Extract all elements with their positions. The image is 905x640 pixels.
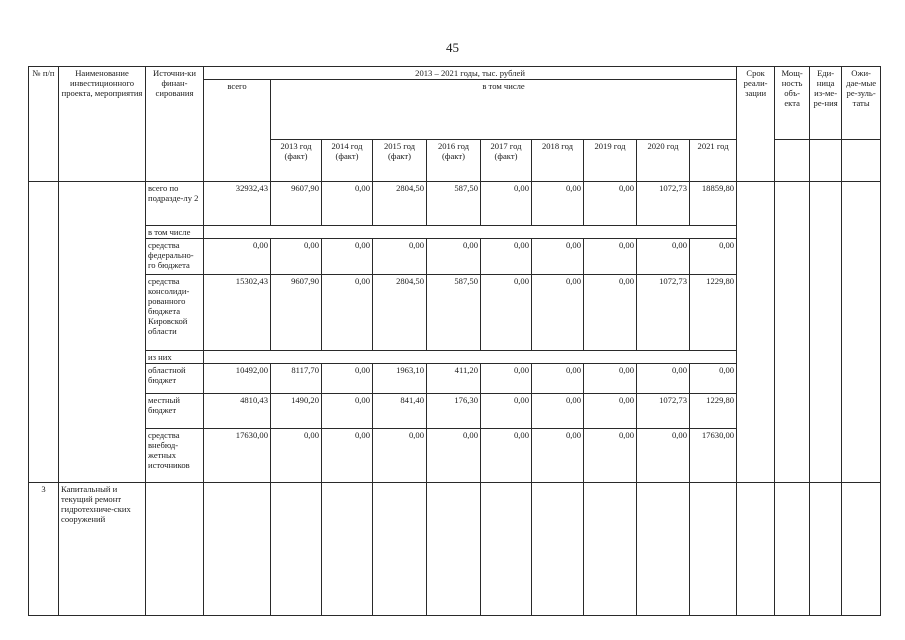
header-year: 2016 год (факт) bbox=[427, 140, 481, 182]
value-cell: 0,00 bbox=[481, 394, 532, 429]
value-cell: 0,00 bbox=[481, 239, 532, 275]
value-cell: 0,00 bbox=[427, 239, 481, 275]
value-cell: 1229,80 bbox=[690, 394, 737, 429]
header-year: 2020 год bbox=[637, 140, 690, 182]
empty-span bbox=[204, 351, 737, 364]
value-cell: 2804,50 bbox=[373, 182, 427, 226]
value-cell: 1229,80 bbox=[690, 275, 737, 351]
header-source: Источни-ки финан-сирования bbox=[146, 67, 204, 182]
header-total: всего bbox=[204, 80, 271, 182]
value-cell: 411,20 bbox=[427, 364, 481, 394]
value-cell: 0,00 bbox=[690, 364, 737, 394]
value-cell: 0,00 bbox=[584, 239, 637, 275]
project-name: Капитальный и текущий ремонт гидротехниче-ских сооружений bbox=[59, 483, 146, 616]
row-label: средства консолиди-рованного бюджета Кировской области bbox=[146, 275, 204, 351]
value-cell: 587,50 bbox=[427, 182, 481, 226]
header-period: 2013 – 2021 годы, тыс. рублей bbox=[204, 67, 737, 80]
row-label: средства федерально-го бюджета bbox=[146, 239, 204, 275]
value-cell: 0,00 bbox=[637, 239, 690, 275]
value-cell: 10492,00 bbox=[204, 364, 271, 394]
value-cell: 0,00 bbox=[532, 182, 584, 226]
value-cell: 0,00 bbox=[322, 429, 373, 483]
value-cell: 17630,00 bbox=[204, 429, 271, 483]
value-cell: 0,00 bbox=[481, 429, 532, 483]
header-year: 2013 год (факт) bbox=[271, 140, 322, 182]
extra-cell bbox=[775, 140, 810, 182]
value-cell: 0,00 bbox=[322, 364, 373, 394]
header-name: Наименование инвестиционного проекта, мероприятия bbox=[59, 67, 146, 182]
empty-cell bbox=[373, 483, 427, 616]
header-year: 2019 год bbox=[584, 140, 637, 182]
empty-cell bbox=[842, 483, 881, 616]
value-cell: 0,00 bbox=[373, 239, 427, 275]
value-cell: 0,00 bbox=[271, 429, 322, 483]
empty-cell bbox=[690, 483, 737, 616]
value-cell: 0,00 bbox=[481, 275, 532, 351]
value-cell: 1490,20 bbox=[271, 394, 322, 429]
empty-cell bbox=[204, 483, 271, 616]
value-cell: 9607,90 bbox=[271, 275, 322, 351]
value-cell: 0,00 bbox=[532, 394, 584, 429]
value-cell: 0,00 bbox=[481, 364, 532, 394]
value-cell: 0,00 bbox=[584, 364, 637, 394]
value-cell: 8117,70 bbox=[271, 364, 322, 394]
value-cell: 176,30 bbox=[427, 394, 481, 429]
value-cell: 0,00 bbox=[532, 275, 584, 351]
value-cell: 0,00 bbox=[204, 239, 271, 275]
header-capacity: Мощ-ность объ-екта bbox=[775, 67, 810, 140]
empty-cell bbox=[637, 483, 690, 616]
empty-cell bbox=[737, 483, 775, 616]
value-cell: 32932,43 bbox=[204, 182, 271, 226]
value-cell: 9607,90 bbox=[271, 182, 322, 226]
results-cell bbox=[842, 182, 881, 483]
page-number: 45 bbox=[446, 40, 459, 55]
value-cell: 0,00 bbox=[584, 394, 637, 429]
empty-cell bbox=[584, 483, 637, 616]
header-year: 2017 год (факт) bbox=[481, 140, 532, 182]
value-cell: 841,40 bbox=[373, 394, 427, 429]
header-year: 2018 год bbox=[532, 140, 584, 182]
value-cell: 0,00 bbox=[532, 239, 584, 275]
value-cell: 2804,50 bbox=[373, 275, 427, 351]
section-num-cell bbox=[29, 182, 59, 483]
value-cell: 15302,43 bbox=[204, 275, 271, 351]
row-label: всего по подразде-лу 2 bbox=[146, 182, 204, 226]
empty-cell bbox=[481, 483, 532, 616]
value-cell: 0,00 bbox=[532, 429, 584, 483]
value-cell: 0,00 bbox=[322, 275, 373, 351]
empty-cell bbox=[271, 483, 322, 616]
value-cell: 4810,43 bbox=[204, 394, 271, 429]
empty-span bbox=[204, 226, 737, 239]
project-num: 3 bbox=[29, 483, 59, 616]
value-cell: 0,00 bbox=[584, 275, 637, 351]
value-cell: 0,00 bbox=[427, 429, 481, 483]
value-cell: 1072,73 bbox=[637, 182, 690, 226]
extra-cell bbox=[810, 140, 842, 182]
header-results: Ожи-дае-мые ре-зуль-таты bbox=[842, 67, 881, 140]
value-cell: 0,00 bbox=[532, 364, 584, 394]
value-cell: 0,00 bbox=[637, 364, 690, 394]
value-cell: 17630,00 bbox=[690, 429, 737, 483]
value-cell: 0,00 bbox=[481, 182, 532, 226]
value-cell: 0,00 bbox=[322, 239, 373, 275]
value-cell: 0,00 bbox=[373, 429, 427, 483]
header-including: в том числе bbox=[271, 80, 737, 140]
investment-table bbox=[28, 66, 881, 616]
value-cell: 0,00 bbox=[584, 182, 637, 226]
empty-cell bbox=[810, 483, 842, 616]
term-cell bbox=[737, 182, 775, 483]
header-year: 2014 год (факт) bbox=[322, 140, 373, 182]
value-cell: 18859,80 bbox=[690, 182, 737, 226]
value-cell: 1072,73 bbox=[637, 275, 690, 351]
value-cell: 0,00 bbox=[271, 239, 322, 275]
row-label: из них bbox=[146, 351, 204, 364]
row-label: средства внебюд-жетных источников bbox=[146, 429, 204, 483]
value-cell: 0,00 bbox=[322, 182, 373, 226]
header-unit: Еди-ница из-ме-ре-ния bbox=[810, 67, 842, 140]
value-cell: 587,50 bbox=[427, 275, 481, 351]
section-name-cell bbox=[59, 182, 146, 483]
empty-cell bbox=[775, 483, 810, 616]
row-label: местный бюджет bbox=[146, 394, 204, 429]
empty-cell bbox=[427, 483, 481, 616]
row-label: областной бюджет bbox=[146, 364, 204, 394]
row-label: в том числе bbox=[146, 226, 204, 239]
extra-cell bbox=[842, 140, 881, 182]
value-cell: 0,00 bbox=[690, 239, 737, 275]
value-cell: 1072,73 bbox=[637, 394, 690, 429]
capacity-cell bbox=[775, 182, 810, 483]
empty-cell bbox=[322, 483, 373, 616]
empty-cell bbox=[146, 483, 204, 616]
header-term: Срок реали-зации bbox=[737, 67, 775, 182]
header-year: 2021 год bbox=[690, 140, 737, 182]
empty-cell bbox=[532, 483, 584, 616]
value-cell: 0,00 bbox=[322, 394, 373, 429]
value-cell: 0,00 bbox=[584, 429, 637, 483]
value-cell: 1963,10 bbox=[373, 364, 427, 394]
unit-cell bbox=[810, 182, 842, 483]
header-num: № п/п bbox=[29, 67, 59, 182]
value-cell: 0,00 bbox=[637, 429, 690, 483]
header-year: 2015 год (факт) bbox=[373, 140, 427, 182]
